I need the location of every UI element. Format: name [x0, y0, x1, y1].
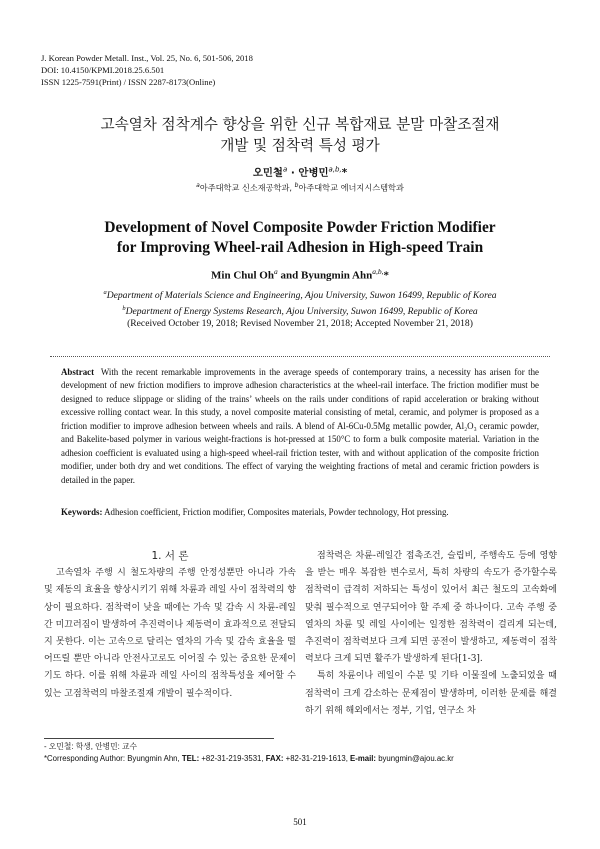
email-value: byungmin@ajou.ac.kr — [376, 753, 454, 763]
korean-title — [0, 114, 600, 156]
english-affil-sup-b: b — [122, 304, 126, 312]
english-affil-b-line — [0, 303, 600, 319]
doi-line: DOI: 10.4150/KPMI.2018.25.6.501 — [41, 65, 165, 75]
author-conjunction: and — [277, 269, 301, 282]
journal-metadata — [41, 52, 253, 88]
abstract — [61, 366, 539, 487]
english-title-line-1: Development of Novel Composite Powder Friction Modifier — [104, 219, 496, 236]
corresponding-star: * — [341, 167, 348, 179]
body-column-right — [305, 548, 557, 720]
email-label: E-mail: — [350, 753, 377, 763]
tel-label: TEL: — [181, 753, 200, 763]
abstract-label: Abstract — [61, 367, 95, 377]
fax-label: FAX: — [265, 753, 284, 763]
body-paragraph: 점착력은 차륜-레일간 접촉조건, 슬립비, 주행속도 등에 영향을 받는 매우 복잡한 변수로서, 특히 차량의 속도가 증가할수록 점착력이 급격히 저하되는 특성이 있어서 최근 철도의 고속화에 맞춰 필수적으로 연구되어야 할 주제 중 하나이다. 고속 주행 중 열차의 차륜 및 레일 사이에는 일정한 점착력이 걸리게 되는데, 추진력이 점착력보다 크게 되면 공전이 발생하고, 제동력이 점착력보다 크게 되면 활주가 발생하게 된다[1-3]. — [305, 551, 557, 665]
english-title — [0, 218, 600, 258]
corresponding-prefix: *Corresponding Author: Byungmin Ahn, — [44, 753, 182, 763]
english-author-2-sup: a,b, — [372, 267, 384, 276]
english-authors — [0, 267, 600, 282]
english-affil-a-line — [0, 287, 600, 303]
english-affil-a: Department of Materials Science and Engineering, Ajou University, Suwon 16499, Republic of Korea — [106, 290, 497, 302]
author-roles-footnote: - 오민철: 학생, 안병민: 교수 — [44, 742, 138, 751]
english-author-2: Byungmin Ahn — [300, 269, 373, 282]
korean-authors — [0, 164, 600, 179]
english-author-1-sup: a — [273, 267, 278, 276]
received-dates: (Received October 19, 2018; Revised November 21, 2018; Accepted November 21, 2018) — [127, 318, 473, 330]
english-affil-sup-a: a — [103, 289, 107, 296]
korean-author-2: 안병민 — [298, 167, 329, 179]
header-divider — [50, 356, 550, 357]
korean-affil-sup-b: b — [294, 182, 299, 189]
tel-value: +82-31-219-3531, — [199, 753, 266, 763]
body-paragraph: 특히 차륜이나 레일이 수분 및 기타 이물질에 노출되었을 때 점착력이 크게 감소하는 문제점이 발생하며, 이러한 문제를 해결하기 위해 해외에서는 정부, 기업, 연구소 차 — [305, 671, 557, 716]
korean-author-1-sup: a — [282, 165, 288, 174]
keywords-text: Adhesion coefficient, Friction modifier, Composites materials, Powder technology, Hot pressing. — [102, 507, 449, 517]
abstract-text: With the recent remarkable improvements in the average speeds of contemporary trains, a necessity has arisen for the development of new friction modifiers to improve adhesion characteristics at the wheel-rail interface. The friction modifier must be designed to reduce slippage or sliding of the trains’ wheels on the rails under conditions of rapid acceleration or braking without excessive rolling contact wear. In this study, a novel composite material consisting of metal, ceramic, and polymer is proposed as a friction modifier to improve adhesion between wheels and rails. A blend of Al-6Cu-0.5Mg metallic powder, Al₂O₃ ceramic powder, and Bakelite-based polymer in various weight-fractions is hot-pressed at 150°C to form a bulk composite material. Variation in the adhesion coefficient is evaluated using a high-speed wheel-rail friction tester, with and without application of the composite friction modifier, under both dry and wet conditions. The effect of varying the weighting fractions of metal and ceramic friction powders is detailed in the paper. — [61, 367, 539, 485]
korean-affil-a: 아주대학교 신소재공학과, — [199, 182, 295, 193]
page-number: 501 — [293, 817, 307, 827]
korean-author-1: 오민철 — [252, 167, 283, 179]
keywords — [61, 507, 539, 517]
korean-affil-sup-a: a — [196, 182, 200, 189]
korean-affiliations — [0, 182, 600, 194]
keywords-label: Keywords: — [61, 507, 103, 517]
footnote-divider — [44, 738, 274, 739]
english-affil-b: Department of Energy Systems Research, Ajou University, Suwon 16499, Republic of Korea — [125, 305, 478, 317]
section-heading: 1. 서 론 — [151, 550, 189, 562]
korean-title-line-1: 고속열차 점착계수 향상을 위한 신규 복합재료 분말 마찰조절재 — [100, 116, 500, 133]
corresponding-author-footnote — [44, 753, 564, 765]
english-title-line-2: for Improving Wheel-rail Adhesion in High-speed Train — [116, 239, 484, 256]
author-separator: · — [287, 167, 299, 179]
english-affiliations — [0, 287, 600, 331]
fax-value: +82-31-219-1613, — [283, 753, 351, 763]
citation-line: J. Korean Powder Metall. Inst., Vol. 25, No. 6, 501-506, 2018 — [41, 53, 253, 63]
korean-author-2-sup: a,b, — [328, 165, 342, 174]
body-column-left — [44, 548, 296, 703]
footnotes — [44, 741, 564, 764]
korean-affil-b: 아주대학교 에너지시스템학과 — [298, 182, 404, 193]
issn-line: ISSN 1225-7591(Print) / ISSN 2287-8173(Online) — [41, 77, 216, 87]
korean-title-line-2: 개발 및 점착력 특성 평가 — [220, 137, 380, 154]
english-corresponding-star: * — [383, 269, 389, 282]
body-paragraph: 고속열차 주행 시 철도차량의 주행 안정성뿐만 아니라 가속 및 제동의 효율을 향상시키기 위해 차륜과 레일 사이 점착력의 향상이 필요하다. 점착력이 낮을 때에는 가속 및 감속 시 차륜-레일간 미끄러짐이 발생하여 추진력이나 제동력이 효과적으로 전달되지 못한다. 이는 고속으로 달리는 열차의 가속 및 감속 효율을 떨어뜨릴 뿐만 아니라 안전사고로도 이어질 수 있는 중요한 문제이기도 하다. 이를 위해 차륜과 레일 사이의 점착특성을 제어할 수 있는 고점착력의 마찰조절재 개발이 필수적이다. — [44, 568, 296, 699]
english-author-1: Min Chul Oh — [211, 269, 274, 282]
